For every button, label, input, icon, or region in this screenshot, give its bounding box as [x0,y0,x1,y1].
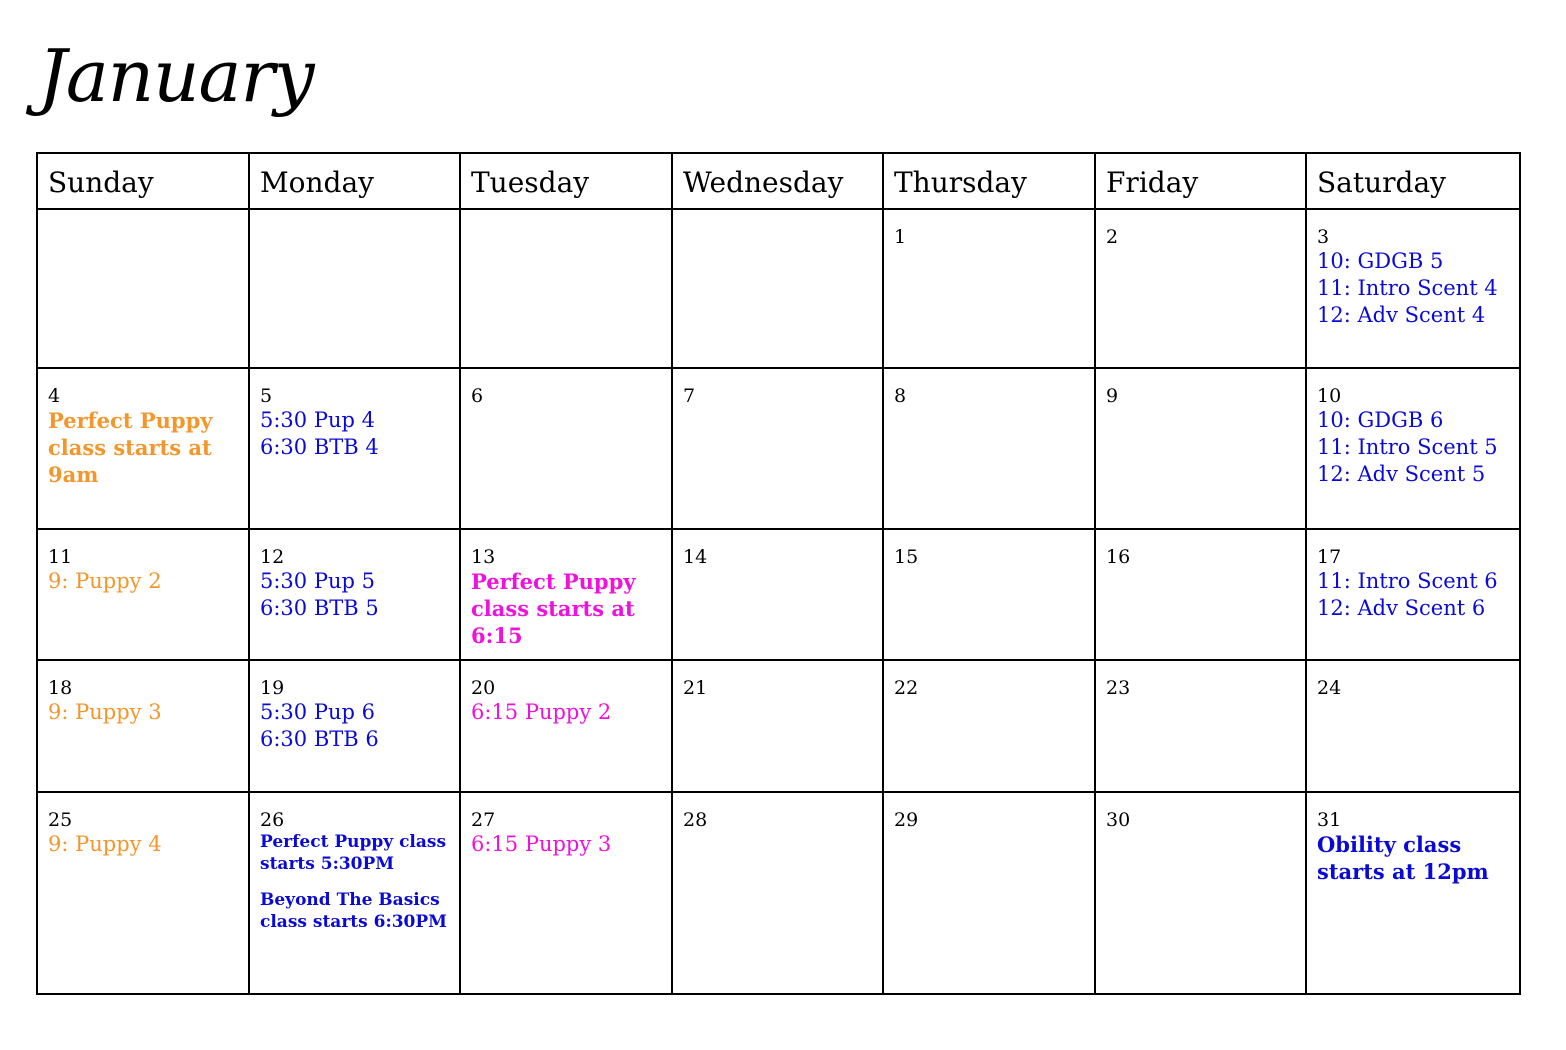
day-number: 3 [1317,226,1330,248]
weekday-header: Monday [249,153,460,209]
calendar-event: 10: GDGB 5 [1317,249,1444,273]
empty-day-cell [460,209,672,368]
day-number: 9 [1106,385,1119,407]
day-number: 16 [1106,546,1131,568]
weekday-header: Saturday [1306,153,1520,209]
day-cell [1095,660,1306,792]
week-row [37,368,1520,529]
day-cell [460,368,672,529]
day-cell [460,529,672,660]
day-number: 14 [683,546,708,568]
day-number: 22 [894,677,919,699]
day-cell [249,660,460,792]
calendar-event: 5:30 Pup 5 [260,569,375,593]
day-cell [1306,660,1520,792]
calendar-event: 11: Intro Scent 5 [1317,435,1498,459]
day-number: 10 [1317,385,1342,407]
day-cell [249,368,460,529]
day-cell [37,660,249,792]
day-cell [883,792,1095,994]
calendar-event: Obility class starts at 12pm [1317,832,1489,884]
day-number: 29 [894,809,919,831]
day-number: 28 [683,809,708,831]
day-number: 12 [260,546,285,568]
day-cell [249,529,460,660]
weekday-header: Sunday [37,153,249,209]
calendar-event: 9: Puppy 2 [48,569,162,593]
week-row [37,660,1520,792]
calendar-event: 5:30 Pup 4 [260,408,375,432]
day-cell [1095,368,1306,529]
day-number: 18 [48,677,73,699]
calendar-event: 11: Intro Scent 4 [1317,276,1498,300]
day-number: 6 [471,385,484,407]
day-number: 8 [894,385,907,407]
day-number: 7 [683,385,696,407]
weekday-header: Tuesday [460,153,672,209]
calendar-event: 12: Adv Scent 5 [1317,462,1486,486]
day-number: 19 [260,677,285,699]
day-number: 27 [471,809,496,831]
day-cell [1095,529,1306,660]
day-number: 17 [1317,546,1342,568]
calendar-event: 6:30 BTB 6 [260,727,379,751]
day-number: 4 [48,385,61,407]
day-cell [1095,209,1306,368]
day-number: 24 [1317,677,1342,699]
day-cell [37,368,249,529]
day-number: 13 [471,546,496,568]
weekday-header: Thursday [883,153,1095,209]
calendar-event: 6:15 Puppy 3 [471,832,612,856]
day-number: 23 [1106,677,1131,699]
day-cell [883,660,1095,792]
calendar-event: 9: Puppy 4 [48,832,162,856]
day-number: 11 [48,546,73,568]
empty-day-cell [249,209,460,368]
calendar-event: 9: Puppy 3 [48,700,162,724]
day-number: 15 [894,546,919,568]
day-cell [1306,209,1520,368]
calendar-event: 12: Adv Scent 4 [1317,303,1486,327]
day-number: 31 [1317,809,1342,831]
day-number: 5 [260,385,273,407]
empty-day-cell [672,209,883,368]
day-cell [672,529,883,660]
day-cell [672,368,883,529]
calendar-event: Beyond The Basics class starts 6:30PM [260,890,447,932]
day-cell [883,529,1095,660]
calendar-event: 6:30 BTB 4 [260,435,379,459]
weekday-header-row [37,153,1520,209]
calendar-event: 12: Adv Scent 6 [1317,596,1486,620]
weekday-header: Wednesday [672,153,883,209]
week-row [37,529,1520,660]
day-cell [883,209,1095,368]
week-row [37,792,1520,994]
day-number: 1 [894,226,907,248]
calendar-event: Perfect Puppy class starts at 6:15 [471,569,636,648]
calendar-grid [36,152,1521,995]
day-number: 20 [471,677,496,699]
day-cell [672,660,883,792]
empty-day-cell [37,209,249,368]
calendar-event: 10: GDGB 6 [1317,408,1444,432]
calendar-event: 6:15 Puppy 2 [471,700,612,724]
week-row [37,209,1520,368]
day-number: 26 [260,809,285,831]
day-cell [37,792,249,994]
day-number: 30 [1106,809,1131,831]
month-title: January [38,34,314,118]
day-cell [460,660,672,792]
day-cell [1306,529,1520,660]
day-number: 25 [48,809,73,831]
day-cell [37,529,249,660]
day-cell [672,792,883,994]
day-number: 2 [1106,226,1119,248]
weekday-header: Friday [1095,153,1306,209]
calendar-event: 11: Intro Scent 6 [1317,569,1498,593]
day-cell [1306,792,1520,994]
day-cell [249,792,460,994]
day-cell [883,368,1095,529]
day-cell [1306,368,1520,529]
calendar-event: Perfect Puppy class starts at 9am [48,408,213,487]
day-cell [1095,792,1306,994]
day-cell [460,792,672,994]
calendar-event: Perfect Puppy class starts 5:30PM [260,832,447,874]
day-number: 21 [683,677,708,699]
calendar-event: 6:30 BTB 5 [260,596,379,620]
calendar-event: 5:30 Pup 6 [260,700,375,724]
